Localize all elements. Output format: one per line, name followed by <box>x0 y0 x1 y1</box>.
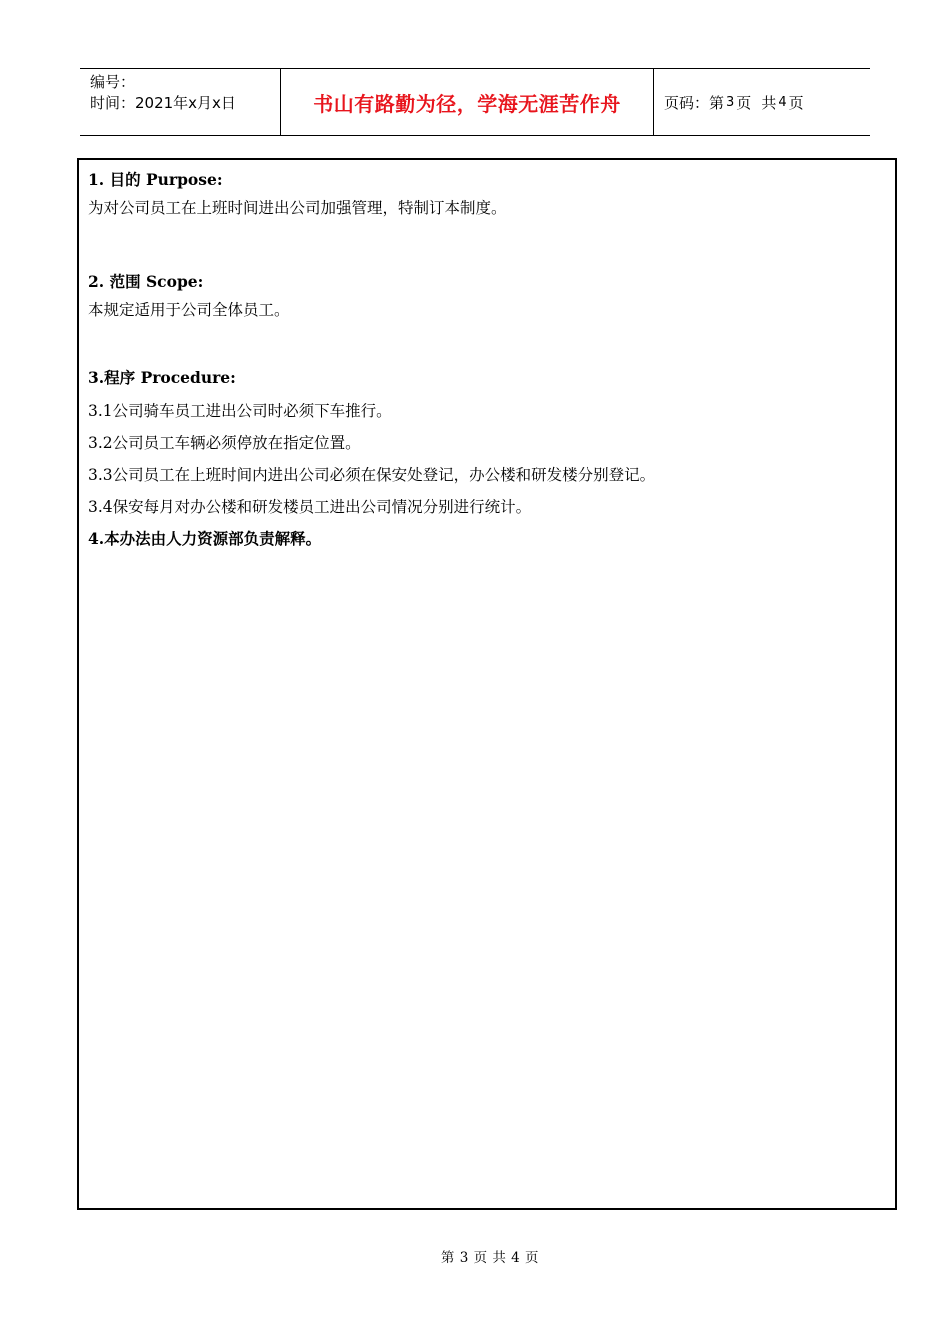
procedure-item: 3.2公司员工车辆必须停放在指定位置。 <box>88 434 361 452</box>
header-motto: 书山有路勤为径，学海无涯苦作舟 <box>313 91 621 116</box>
page-total: 4 <box>778 94 787 110</box>
page-prefix: 页码：第 <box>664 93 725 112</box>
document-date: 时间：2021年x月x日 <box>90 94 236 112</box>
procedure-item: 3.4保安每月对办公楼和研发楼员工进出公司情况分别进行统计。 <box>88 498 532 516</box>
page-mid: 页 <box>736 93 752 112</box>
page-total-prefix: 共 <box>761 93 777 112</box>
page-suffix: 页 <box>788 93 804 112</box>
procedure-item: 3.1公司骑车员工进出公司时必须下车推行。 <box>88 402 392 420</box>
page-header <box>80 68 870 136</box>
purpose-heading: 1. 目的 Purpose: <box>88 170 223 189</box>
page-current: 3 <box>726 94 735 110</box>
procedure-item: 3.3公司员工在上班时间内进出公司必须在保安处登记，办公楼和研发楼分别登记。 <box>88 466 656 484</box>
header-motto-cell <box>281 69 654 135</box>
header-page-cell <box>654 69 870 135</box>
document-body <box>77 158 897 1210</box>
explanation-statement: 4.本办法由人力资源部负责解释。 <box>88 529 322 548</box>
scope-heading: 2. 范围 Scope: <box>88 272 204 291</box>
document-number-label: 编号： <box>90 73 136 91</box>
procedure-heading: 3.程序 Procedure: <box>88 368 236 387</box>
page-footer: 第 3 页 共 4 页 <box>440 1250 540 1266</box>
scope-text: 本规定适用于公司全体员工。 <box>88 301 290 319</box>
header-info-cell <box>80 69 281 135</box>
purpose-text: 为对公司员工在上班时间进出公司加强管理，特制订本制度。 <box>88 199 507 217</box>
